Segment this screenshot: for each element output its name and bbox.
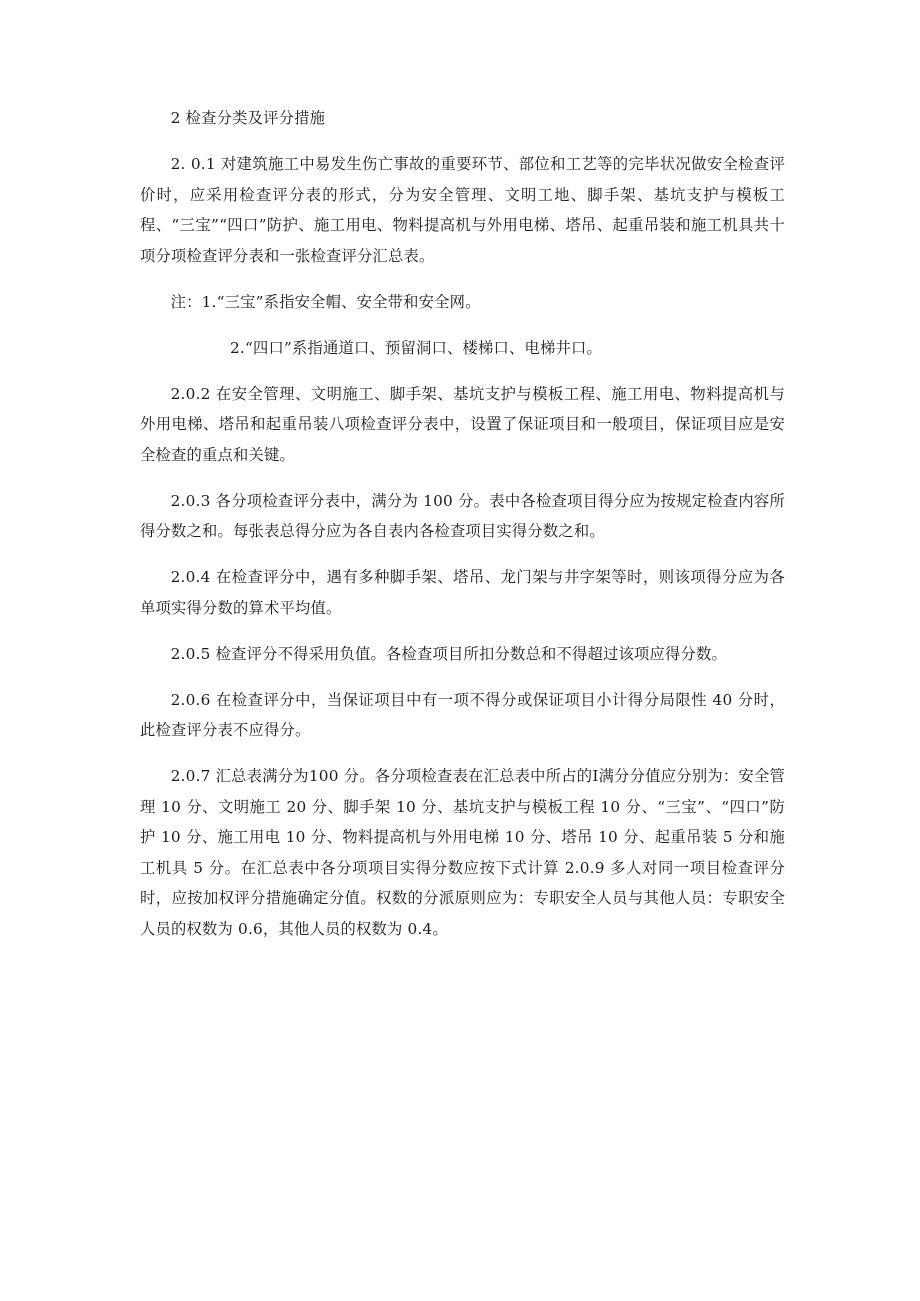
paragraph-2-0-3: 2.0.3 各分项检查评分表中，满分为 100 分。表中各检查项目得分应为按规定检查内容所得分数之和。每张表总得分应为各自表内各检查项目实得分数之和。	[140, 491, 785, 540]
paragraph-2-0-7: 2.0.7 汇总表满分为100 分。各分项检查表在汇总表中所占的Ⅰ满分分值应分别为：安全管理 10 分、文明施工 20 分、脚手架 10 分、基坑支护与模板工程 10 分、“三宝”、“四口”防护 10 分、施工用电 10 分、物料提高机与外用电梯 10 分、塔吊 10 分、起重吊装 5 分和施工机具 5 分。在汇总表中各分项项目实得分数应按下式计算 2.0.9 多人对同一项目检查评分时，应按加权评分措施确定分值。权数的分派原则应为：专职安全人员与其他人员：专职安全人员的权数为 0.6，其他人员的权数为 0.4。	[140, 767, 785, 938]
note-2: 2.“四口”系指通道口、预留洞口、楼梯口、电梯井口。	[230, 338, 602, 357]
paragraph-2-0-2: 2.0.2 在安全管理、文明施工、脚手架、基坑支护与模板工程、施工用电、物料提高机与外用电梯、塔吊和起重吊装八项检查评分表中，设置了保证项目和一般项目，保证项目应是安全检查的重点和关键。	[140, 384, 785, 464]
section-title: 2 检查分类及评分措施	[170, 109, 326, 127]
paragraph-2-0-6: 2.0.6 在检查评分中，当保证项目中有一项不得分或保证项目小计得分局限性 40 分时，此检查评分表不应得分。	[140, 690, 785, 739]
document-body	[140, 103, 785, 960]
paragraph-2-0-4: 2.0.4 在检查评分中，遇有多种脚手架、塔吊、龙门架与井字架等时，则该项得分应为各单项实得分数的算术平均值。	[140, 568, 785, 617]
paragraph-2-0-1: 2. 0.1 对建筑施工中易发生伤亡事故的重要环节、部位和工艺等的完毕状况做安全检查评价时，应采用检查评分表的形式，分为安全管理、文明工地、脚手架、基坑支护与模板工程、“三宝”“四口”防护、施工用电、物料提高机与外用电梯、塔吊、起重吊装和施工机具共十项分项检查评分表和一张检查评分汇总表。	[140, 155, 785, 265]
note-1: 注：1.“三宝”系指安全帽、安全带和安全网。	[170, 292, 481, 311]
paragraph-2-0-5: 2.0.5 检查评分不得采用负值。各检查项目所扣分数总和不得超过该项应得分数。	[170, 644, 727, 663]
